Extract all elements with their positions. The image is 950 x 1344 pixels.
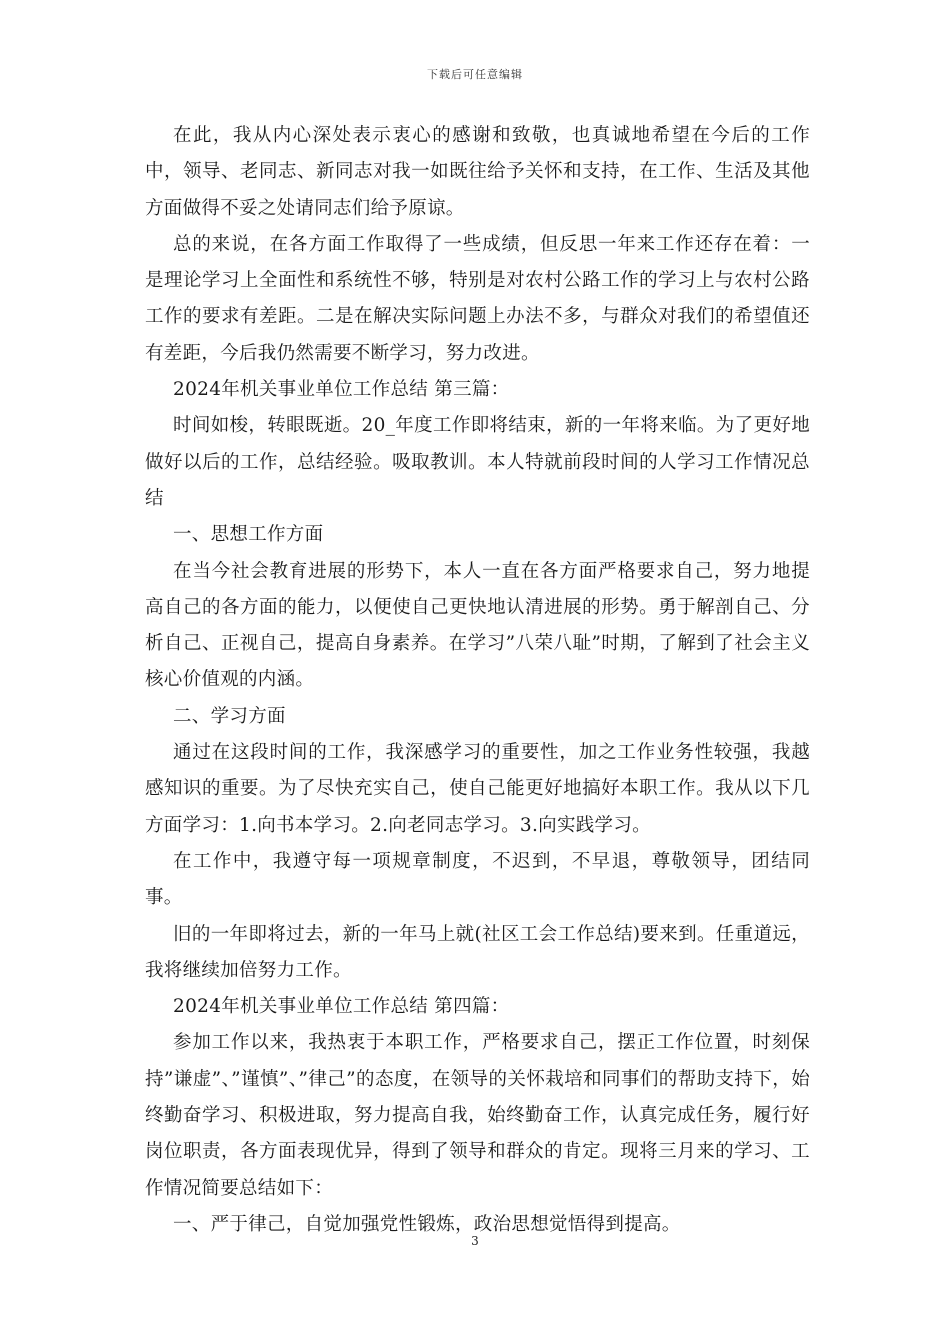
section-heading: 2024年机关事业单位工作总结 第四篇： [173,996,510,1018]
subsection-heading: 一、思想工作方面 [173,524,324,546]
page-number: 3 [471,1234,479,1248]
paragraph: 通过在这段时间的工作，我深感学习的重要性，加之工作业务性较强，我越感知识的重要。为了尽快充实自己，使自己能更好地搞好本职工作。我从以下几方面学习：1.向书本学习。2.向老同志学习。3.向实践学习。 [145,742,810,836]
paragraph: 在工作中，我遵守每一项规章制度，不迟到，不早退，尊敬领导，团结同事。 [145,850,810,909]
paragraph: 时间如梭，转眼既逝。20_年度工作即将结束，新的一年将来临。为了更好地做好以后的工作，总结经验。吸取教训。本人特就前段时间的人学习工作情况总结 [145,415,810,509]
paragraph: 一、严于律己，自觉加强党性锻炼，政治思想觉悟得到提高。 [173,1213,681,1235]
paragraph: 总的来说，在各方面工作取得了一些成绩，但反思一年来工作还存在着：一是理论学习上全面性和系统性不够，特别是对农村公路工作的学习上与农村公路工作的要求有差距。二是在解决实际问题上办法不多，与群众对我们的希望值还有差距，今后我仍然需要不断学习，努力改进。 [145,233,810,364]
paragraph: 旧的一年即将过去，新的一年马上就(社区工会工作总结)要来到。任重道远，我将继续加倍努力工作。 [145,923,810,981]
subsection-heading: 二、学习方面 [173,705,286,727]
section-heading: 2024年机关事业单位工作总结 第三篇： [173,379,510,401]
document-body [145,118,810,1243]
paragraph: 参加工作以来，我热衷于本职工作，严格要求自己，摆正工作位置，时刻保持”谦虚”、”谨慎”、”律己”的态度，在领导的关怀栽培和同事们的帮助支持下，始终勤奋学习、积极进取，努力提高自我，始终勤奋工作，认真完成任务，履行好岗位职责，各方面表现优异，得到了领导和群众的肯定。现将三月来的学习、工作情况简要总结如下： [145,1032,810,1199]
paragraph: 在当今社会教育进展的形势下，本人一直在各方面严格要求自己，努力地提高自己的各方面的能力，以便使自己更快地认清进展的形势。勇于解剖自己、分析自己、正视自己，提高自身素养。在学习”八荣八耻”时期，了解到了社会主义核心价值观的内涵。 [145,560,810,691]
paragraph: 在此，我从内心深处表示衷心的感谢和致敬，也真诚地希望在今后的工作中，领导、老同志、新同志对我一如既往给予关怀和支持，在工作、生活及其他方面做得不妥之处请同志们给予原谅。 [145,125,810,219]
page-header: 下载后可任意编辑 [427,68,523,81]
